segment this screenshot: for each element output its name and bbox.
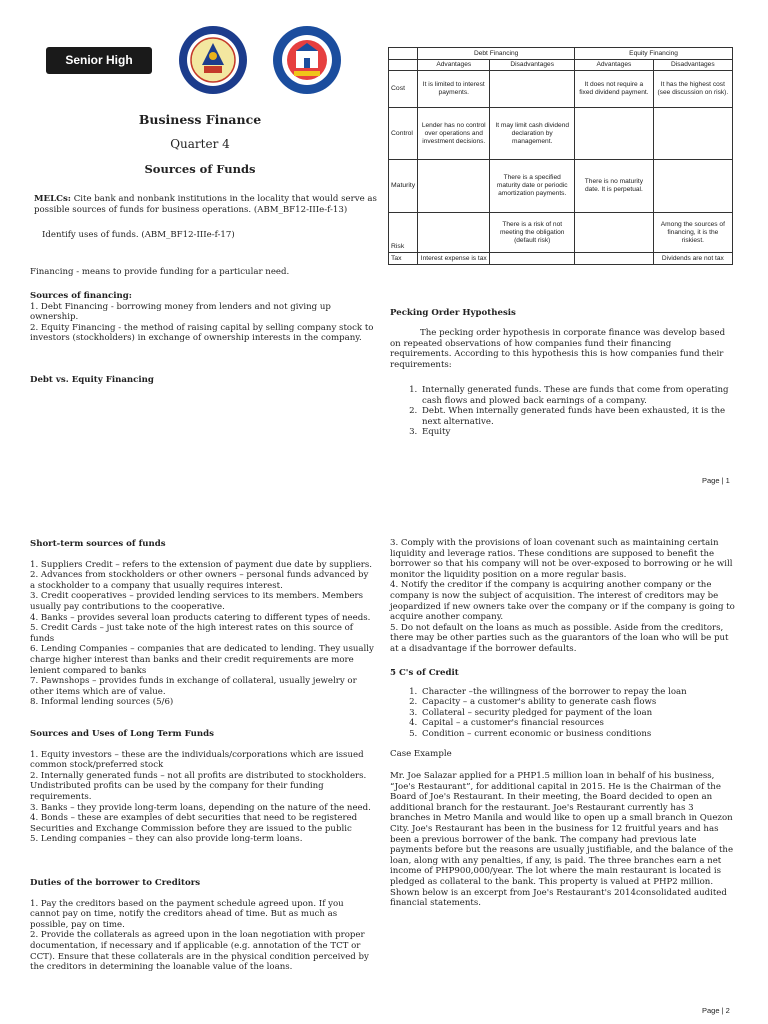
list-item: 5. Condition – current economic or business conditions bbox=[420, 729, 735, 740]
page-1 bbox=[0, 0, 768, 500]
school-seal-icon bbox=[272, 25, 342, 95]
list-item: 5. Do not default on the loans as much as possible. Aside from the creditors, there may be other parties such as the guarantors of the loan who will be put at a disadvantage if the borrower defaults. bbox=[390, 622, 729, 654]
page-number: Page | 2 bbox=[702, 1006, 730, 1015]
table-cell: Among the sources of financing, it is the riskiest. bbox=[653, 213, 732, 253]
table-cell bbox=[490, 71, 575, 108]
table-cell: Lender has no control over operations and investment decisions. bbox=[418, 108, 490, 160]
page-number: Page | 1 bbox=[702, 476, 730, 485]
deped-seal-icon bbox=[178, 25, 248, 95]
pecking-order-paragraph: The pecking order hypothesis in corporate finance was develop based on repeated observations of how companies fund their financing requirements. According to this hypothesis this is how companies fund their requirements: bbox=[390, 328, 726, 370]
pecking-order-list bbox=[390, 385, 735, 438]
table-corner-cell bbox=[389, 48, 418, 60]
table-group-header-row bbox=[389, 48, 733, 60]
list-item: 2. Debt. When internally generated funds have been exhausted, it is the next alternative. bbox=[420, 406, 735, 427]
list-item: 5. Lending companies – they can also provide long-term loans. bbox=[30, 834, 303, 845]
table-corner-cell bbox=[389, 60, 418, 71]
table-sub-header: Disadvantages bbox=[653, 60, 732, 71]
table-row bbox=[389, 160, 733, 213]
table-group-header: Debt Financing bbox=[418, 48, 575, 60]
list-item: 1. Internally generated funds. These are funds that come from operating cash flows and plowed back earnings of a company. bbox=[420, 385, 735, 406]
list-item: 1. Suppliers Credit – refers to the extension of payment due date by suppliers. bbox=[30, 559, 373, 570]
table-cell bbox=[418, 213, 490, 253]
table-group-header: Equity Financing bbox=[575, 48, 733, 60]
duties-section bbox=[30, 878, 375, 973]
list-item: 2. Internally generated funds – not all profits are distributed to stockholders. Undistributed profits can be used by the company for their funding requirements. bbox=[30, 770, 367, 802]
table-sub-header-row bbox=[389, 60, 733, 71]
short-term-heading: Short-term sources of funds bbox=[30, 539, 166, 549]
list-item: 3. Comply with the provisions of loan covenant such as maintaining certain liquidity and leverage ratios. These conditions are supposed to benefit the borrower so that his company will not be over-exposed to borrowing or he will monitor the liquidity position on a more regular basis. bbox=[390, 538, 733, 580]
list-item: 4. Banks – provides several loan products catering to different types of needs. bbox=[30, 612, 371, 623]
list-item: 4. Bonds – these are examples of debt securities that need to be registered Securities and Exchange Commission before they are issued to the public bbox=[30, 813, 358, 834]
sources-section bbox=[30, 291, 375, 344]
table-cell: Interest expense is tax bbox=[418, 253, 490, 265]
list-item: 1. Equity investors – these are the individuals/corporations which are issued common stock/preferred stock bbox=[30, 749, 364, 771]
list-item: 1. Character –the willingness of the borrower to repay the loan bbox=[420, 687, 735, 698]
table-cell: There is no maturity date. It is perpetual. bbox=[575, 160, 654, 213]
melcs-text: Cite bank and nonbank institutions in the locality that would serve as possible sources of funds for business operations. (ABM_BF12-IIIe-f-13) bbox=[34, 194, 377, 215]
list-item: 4. Capital – a customer's financial resources bbox=[420, 718, 735, 729]
pecking-order-heading: Pecking Order Hypothesis bbox=[390, 308, 516, 318]
melcs-paragraph bbox=[34, 194, 380, 215]
table-row-label: Maturity bbox=[389, 160, 418, 213]
case-example-paragraph: Mr. Joe Salazar applied for a PHP1.5 million loan in behalf of his business, “Joe's Restaurant”, for additional capital in 2015. He is the Chairman of the Board of Joe's Restaurant. In their meeting, the Board decided to open an additional branch for the restaurant. Joe's Restaurant currently has 3 branches in Metro Manila and would like to open up a small branch in Quezon City. Joe's Restaurant has been in the business for 12 fruitful years and has been a previous borrower of the bank. The company had previous late payments before but the reasons are usually justifiable, and the balance of the loan, along with any penalties, if any, is paid. The three branches earn a net income of PHP900,000/year. The lot where the main restaurant is located is pledged as collateral to the bank. This property is valued at PHP2 million. Shown below is an excerpt from Joe's Restaurant's 2014consolidated audited financial statements. bbox=[390, 771, 734, 909]
case-example-heading: Case Example bbox=[390, 749, 452, 759]
list-item: 3. Equity bbox=[420, 427, 735, 438]
list-item: 1. Pay the creditors based on the payment schedule agreed upon. If you cannot pay on time, notify the creditors ahead of time. But as much as possible, pay on time. bbox=[30, 898, 344, 930]
long-term-section bbox=[30, 729, 375, 845]
identify-paragraph: Identify uses of funds. (ABM_BF12-IIIe-f-17) bbox=[42, 230, 235, 240]
table-row bbox=[389, 71, 733, 108]
financing-definition: Financing - means to provide funding for a particular need. bbox=[30, 267, 290, 277]
table-cell bbox=[575, 253, 654, 265]
table-cell bbox=[575, 213, 654, 253]
table-row-label: Tax bbox=[389, 253, 418, 265]
table-cell: Dividends are not tax bbox=[653, 253, 732, 265]
source-item: 1. Debt Financing - borrowing money from lenders and not giving up ownership. bbox=[30, 301, 331, 323]
table-row bbox=[389, 108, 733, 160]
table-cell: It may limit cash dividend declaration by management. bbox=[490, 108, 575, 160]
table-cell bbox=[575, 108, 654, 160]
table-cell: It does not require a fixed dividend payment. bbox=[575, 71, 654, 108]
table-cell: It is limited to interest payments. bbox=[418, 71, 490, 108]
list-item: 3. Credit cooperatives – provided lending services to its members. Members usually pay contributions to the cooperative. bbox=[30, 591, 364, 612]
duties-continued bbox=[390, 538, 735, 655]
table-cell bbox=[653, 108, 732, 160]
duties-heading: Duties of the borrower to Creditors bbox=[30, 878, 201, 888]
debt-vs-equity-heading: Debt vs. Equity Financing bbox=[30, 375, 154, 385]
table-cell: There is a specified maturity date or periodic amortization payments. bbox=[490, 160, 575, 213]
sources-heading: Sources of financing: bbox=[30, 291, 132, 301]
table-sub-header: Advantages bbox=[418, 60, 490, 71]
list-item: 6. Lending Companies – companies that are dedicated to lending. They usually charge higher interest than banks and their credit requirements are more lenient compared to banks bbox=[30, 644, 374, 676]
list-item: 3. Collateral – security pledged for payment of the loan bbox=[420, 708, 735, 719]
list-item: 2. Provide the collaterals as agreed upon in the loan negotiation with proper documentation, if necessary and if applicable (e.g. annotation of the TCT or CCT). Ensure that these collaterals are in the physical condition perceived by the creditors in determining the loanable value of the loans. bbox=[30, 930, 369, 973]
document-title: Business Finance bbox=[138, 112, 262, 127]
table-row-label: Risk bbox=[389, 213, 418, 253]
senior-high-school-badge: Senior High School bbox=[46, 47, 152, 74]
financing-comparison-table bbox=[388, 47, 733, 265]
list-item: 3. Banks – they provide long-term loans, depending on the nature of the need. bbox=[30, 802, 371, 813]
quarter-label: Quarter 4 bbox=[170, 137, 230, 151]
list-item: 8. Informal lending sources (5/6) bbox=[30, 697, 174, 708]
list-item: 7. Pawnshops – provides funds in exchange of collateral, usually jewelry or other items which are of value. bbox=[30, 676, 357, 697]
table-cell: There is a risk of not meeting the obligation (default risk) bbox=[490, 213, 575, 253]
list-item: 2. Capacity – a customer's ability to generate cash flows bbox=[420, 697, 735, 708]
table-row-label: Control bbox=[389, 108, 418, 160]
long-term-heading: Sources and Uses of Long Term Funds bbox=[30, 729, 214, 739]
table-cell bbox=[490, 253, 575, 265]
document-subtitle: Sources of Funds bbox=[144, 162, 256, 176]
five-cs-heading: 5 C's of Credit bbox=[390, 668, 459, 678]
source-item: 2. Equity Financing - the method of raising capital by selling company stock to investors (stockholders) in exchange of ownership interests in the company. bbox=[30, 322, 374, 344]
table-cell bbox=[418, 160, 490, 213]
table-cell: It has the highest cost (see discussion on risk). bbox=[653, 71, 732, 108]
table-sub-header: Disadvantages bbox=[490, 60, 575, 71]
table-cell bbox=[653, 160, 732, 213]
table-sub-header: Advantages bbox=[575, 60, 654, 71]
melcs-label: MELCs: bbox=[34, 194, 71, 204]
table-row bbox=[389, 213, 733, 253]
list-item: 2. Advances from stockholders or other owners – personal funds advanced by a stockholder to a company that usually requires interest. bbox=[30, 570, 369, 591]
table-row-label: Cost bbox=[389, 71, 418, 108]
page-2 bbox=[0, 512, 768, 1024]
five-cs-section bbox=[390, 668, 735, 740]
list-item: 5. Credit Cards – just take note of the high interest rates on this source of funds bbox=[30, 623, 353, 644]
table-row bbox=[389, 253, 733, 265]
page-separator bbox=[0, 500, 768, 512]
short-term-section bbox=[30, 539, 375, 708]
list-item: 4. Notify the creditor if the company is acquiring another company or the company is now the subject of acquisition. The interest of creditors may be jeopardized if new owners take over the company or if the company is going to acquire another company. bbox=[390, 580, 735, 623]
